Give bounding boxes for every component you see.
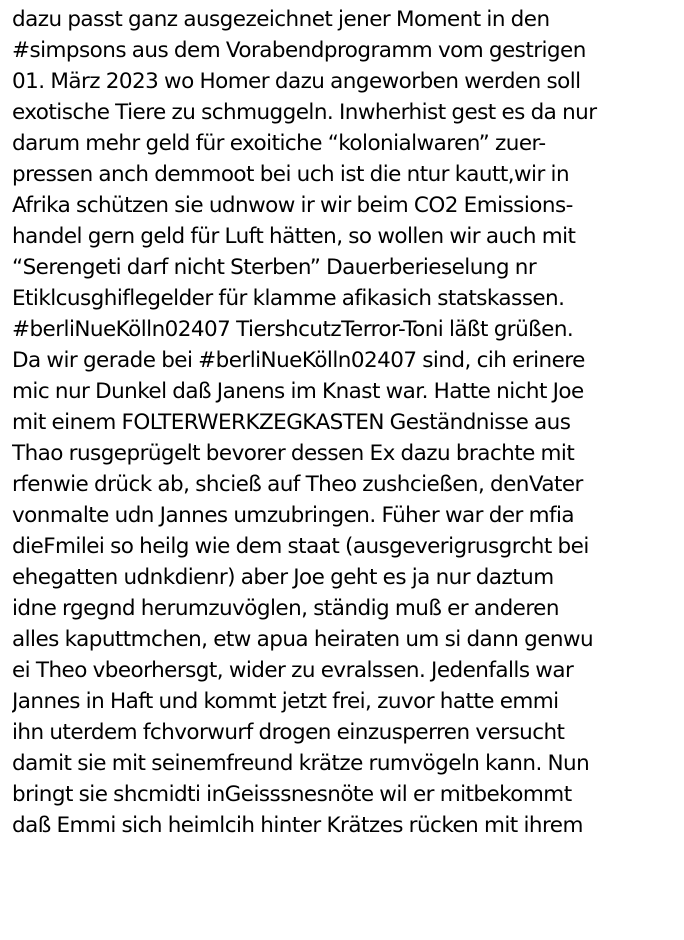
text-line: #berliNueKölln02407 TiershcutzTerror-Toni läßt grüßen. (12, 317, 574, 342)
text-line: 01. März 2023 wo Homer dazu angeworben werden soll (12, 69, 581, 94)
text-line: exotische Tiere zu schmuggeln. Inwherhist gest es da nur (12, 100, 597, 125)
text-line: damit sie mit seinemfreund krätze rumvögeln kann. Nun (12, 751, 590, 776)
text-line: vonmalte udn Jannes umzubringen. Füher war der mfia (12, 503, 575, 528)
text-line: rfenwie drück ab, shcieß auf Theo zushcießen, denVater (12, 472, 583, 497)
text-line: darum mehr geld für exoitiche “kolonialwaren” zuer- (12, 131, 546, 156)
document-page (12, 4, 680, 940)
text-line: Thao rusgeprügelt bevorer dessen Ex dazu brachte mit (12, 441, 575, 466)
text-line: alles kaputtmchen, etw apua heiraten um si dann genwu (12, 627, 594, 652)
text-line: bringt sie shcmidti inGeisssnesnöte wil er mitbekommt (12, 782, 572, 807)
text-line: Etiklcusghiflegelder für klamme afikasich statskassen. (12, 286, 565, 311)
text-line: mit einem FOLTERWERKZEGKASTEN Geständnisse aus (12, 410, 571, 435)
text-line: idne rgegnd herumzuvöglen, ständig muß er anderen (12, 596, 559, 621)
text-line: ei Theo vbeorhersgt, wider zu evralssen. Jedenfalls war (12, 658, 574, 683)
text-line: ihn uterdem fchvorwurf drogen einzusperren versucht (12, 720, 565, 745)
text-line: handel gern geld für Luft hätten, so wollen wir auch mit (12, 224, 576, 249)
text-line: Da wir gerade bei #berliNueKölln02407 sind, cih erinere (12, 348, 585, 373)
text-line: Afrika schützen sie udnwow ir wir beim CO2 Emissions- (12, 193, 573, 218)
text-line: daß Emmi sich heimlcih hinter Krätzes rücken mit ihrem (12, 813, 583, 838)
text-line: pressen anch demmoot bei uch ist die ntur kautt,wir in (12, 162, 570, 187)
text-line: “Serengeti darf nicht Sterben” Dauerberieselung nr (12, 255, 537, 280)
text-line: Jannes in Haft und kommt jetzt frei, zuvor hatte emmi (12, 689, 559, 714)
text-line: #simpsons aus dem Vorabendprogramm vom gestrigen (12, 38, 586, 63)
text-line: dieFmilei so heilg wie dem staat (ausgeverigrusgrcht bei (12, 534, 589, 559)
text-line: mic nur Dunkel daß Janens im Knast war. Hatte nicht Joe (12, 379, 584, 404)
text-line: dazu passt ganz ausgezeichnet jener Moment in den (12, 7, 550, 32)
text-line: ehegatten udnkdienr) aber Joe geht es ja nur daztum (12, 565, 554, 590)
